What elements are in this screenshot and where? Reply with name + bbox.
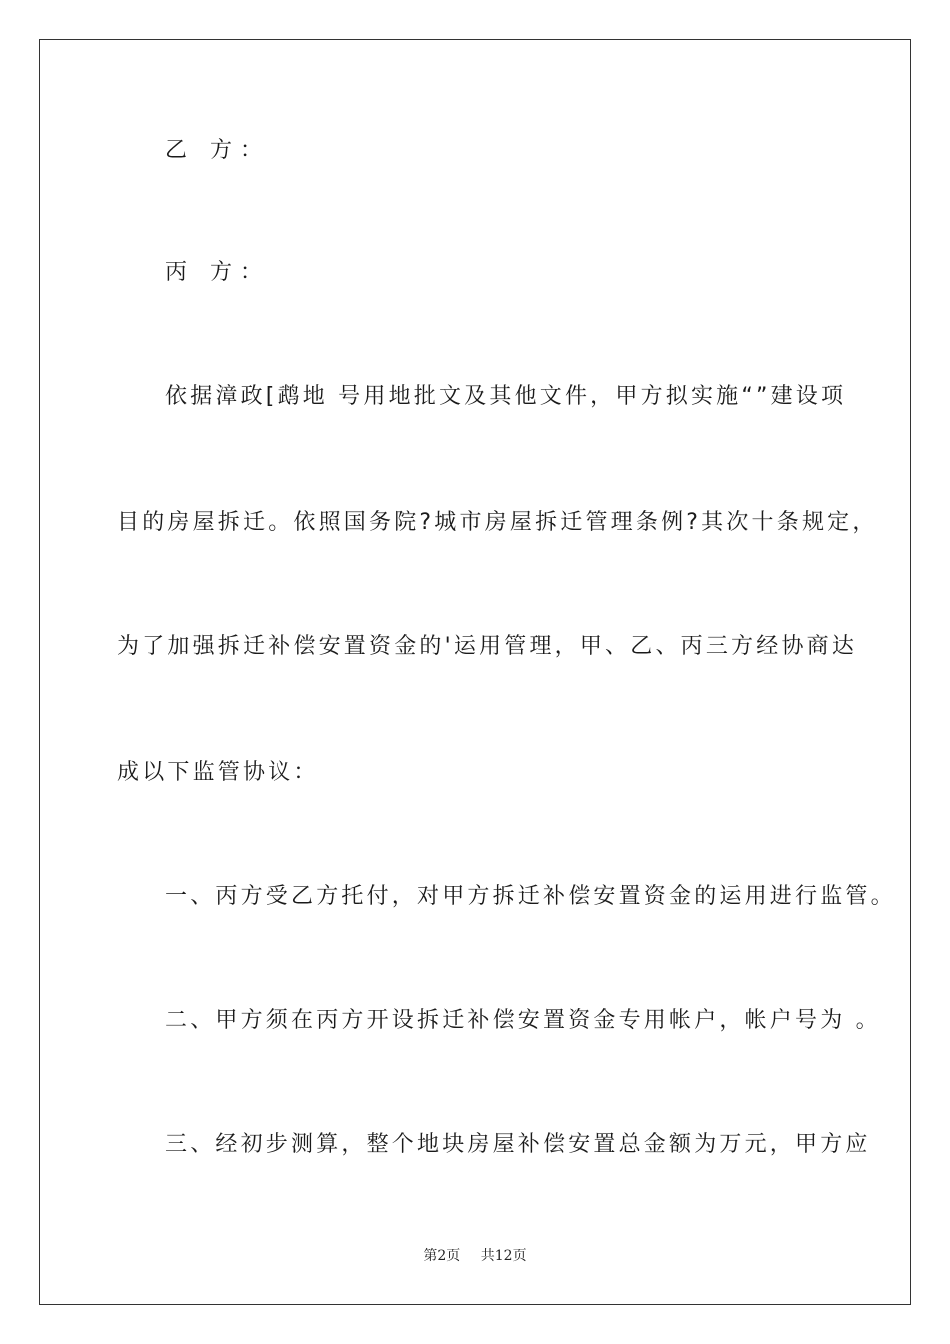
party-b-line: 乙 方：	[165, 138, 270, 163]
clause-two-line: 二、甲方须在丙方开设拆迁补偿安置资金专用帐户，帐户号为 。	[165, 1008, 881, 1033]
page-number: 第2页	[423, 1248, 461, 1264]
paragraph-line: 为了加强拆迁补偿安置资金的'运用管理，甲、乙、丙三方经协商达	[117, 634, 858, 659]
clause-three-line: 三、经初步测算，整个地块房屋补偿安置总金额为万元，甲方应	[165, 1132, 871, 1157]
clause-one-line: 一、丙方受乙方托付，对甲方拆迁补偿安置资金的运用进行监管。	[165, 884, 896, 909]
page-total: 共12页	[480, 1248, 527, 1264]
page-footer	[0, 1246, 950, 1266]
party-c-line: 丙 方：	[165, 260, 270, 285]
paragraph-line: 成以下监管协议：	[117, 760, 319, 785]
paragraph-line: 依据漳政[鹉地 号用地批文及其他文件，甲方拟实施“”建设项	[165, 384, 847, 409]
page-frame	[39, 39, 911, 1305]
paragraph-line: 目的房屋拆迁。依照国务院?城市房屋拆迁管理条例?其次十条规定，	[117, 510, 878, 535]
